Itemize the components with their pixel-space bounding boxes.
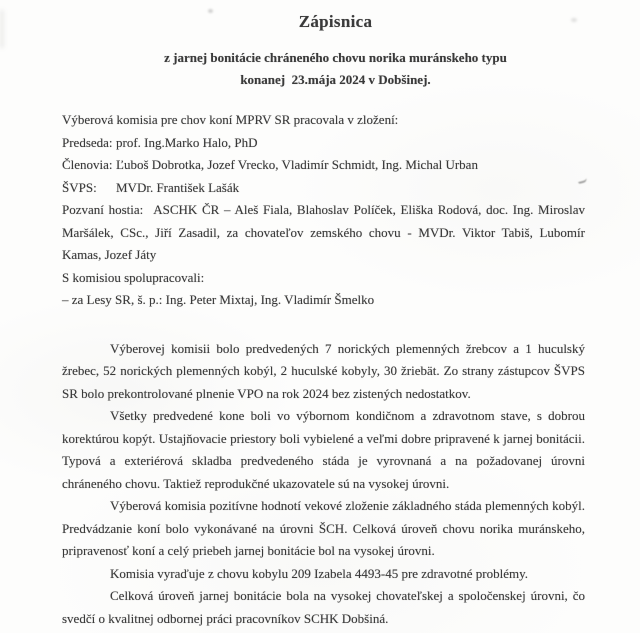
document-subtitle-line2: konanej 23.mája 2024 v Dobšinej. (240, 71, 431, 87)
role-label: ŠVPS: (62, 179, 97, 195)
cooperation-intro: S komisiou spolupracovali: (62, 269, 205, 285)
commission-row-members (62, 154, 585, 177)
role-value: prof. Ing.Marko Halo, PhD (116, 134, 258, 150)
commission-row-chairman (62, 132, 585, 155)
body-paragraph-2: Všetky predvedené kone boli vo výbornom kondičnom a zdravotnom stave, s dobrou korektúrou kopýt. Ustajňovacie priestory boli vybielené a veľmi dobre pripravené k jarnej bonitácii. Typová a exteriérová skladba predvedeného stáda je vyrovnaná a na požadovanej úrovni chráneného chovu. Taktiež reprodukčné ukazovatele sú na vysokej úrovni. (62, 408, 585, 491)
document-title: Zápisnica (298, 12, 373, 31)
document-subtitle-line1: z jarnej bonitácie chráneného chovu norika muránskeho typu (164, 50, 507, 65)
commission-section (62, 109, 585, 312)
role-label: Členovia: (62, 157, 113, 172)
commission-intro: Výberová komisia pre chov koní MPRV SR pracovala v zložení: (62, 112, 399, 127)
body-paragraph-1: Výberovej komisii bolo predvedených 7 norických plemenných žrebcov a 1 huculský žrebec, 52 norických plemenných kobýl, 2 huculské kobyly, 30 žriebät. Zo strany zástupcov ŠVPS SR bolo prekontrolované plnenie VPO na rok 2024 bez zistených nedostatkov. (62, 340, 585, 401)
body-paragraph-5: Celková úroveň jarnej bonitácie bola na vysokej chovateľskej a spoločenskej úrovni, čo svedčí o kvalitnej odbornej práci pracovníkov SCHK Dobšiná. (62, 588, 585, 626)
role-value: MVDr. František Lašák (116, 179, 240, 195)
invited-guests-label: Pozvaní hostia: (62, 202, 144, 217)
invited-guests-value: ASCHK ČR – Aleš Fiala, Blahoslav Políček, Eliška Rodová, doc. Ing. Miroslav Maršálek, CSc., Jiří Zasadil, za chovateľov zemského chovu - MVDr. Viktor Tabiš, Lubomír Kamas, Jozef Játy (62, 202, 585, 262)
role-value: Ľuboš Dobrotka, Jozef Vrecko, Vladimír Schmidt, Ing. Michal Urban (116, 157, 478, 172)
report-body (62, 338, 585, 631)
cooperation-item: – za Lesy SR, š. p.: Ing. Peter Mixtaj, Ing. Vladimír Šmelko (62, 292, 375, 307)
invited-guests-paragraph (62, 199, 585, 267)
role-label: Predseda: (62, 134, 113, 150)
body-paragraph-4: Komisia vyraďuje z chovu kobylu 209 Izabela 4493-45 pre zdravotné problémy. (110, 565, 529, 581)
commission-row-svps (62, 177, 585, 200)
scan-smudge-left-edge (0, 10, 4, 48)
body-paragraph-3: Výberová komisia pozitívne hodnotí vekové zloženie základného stáda plemenných kobýl. Predvádzanie koní bolo vykonávané na úrovni ŠCH. Celková úroveň chovu norika muránskeho, pripravenosť koní a celý priebeh jarnej bonitácie bol na vysokej úrovni. (62, 498, 585, 558)
